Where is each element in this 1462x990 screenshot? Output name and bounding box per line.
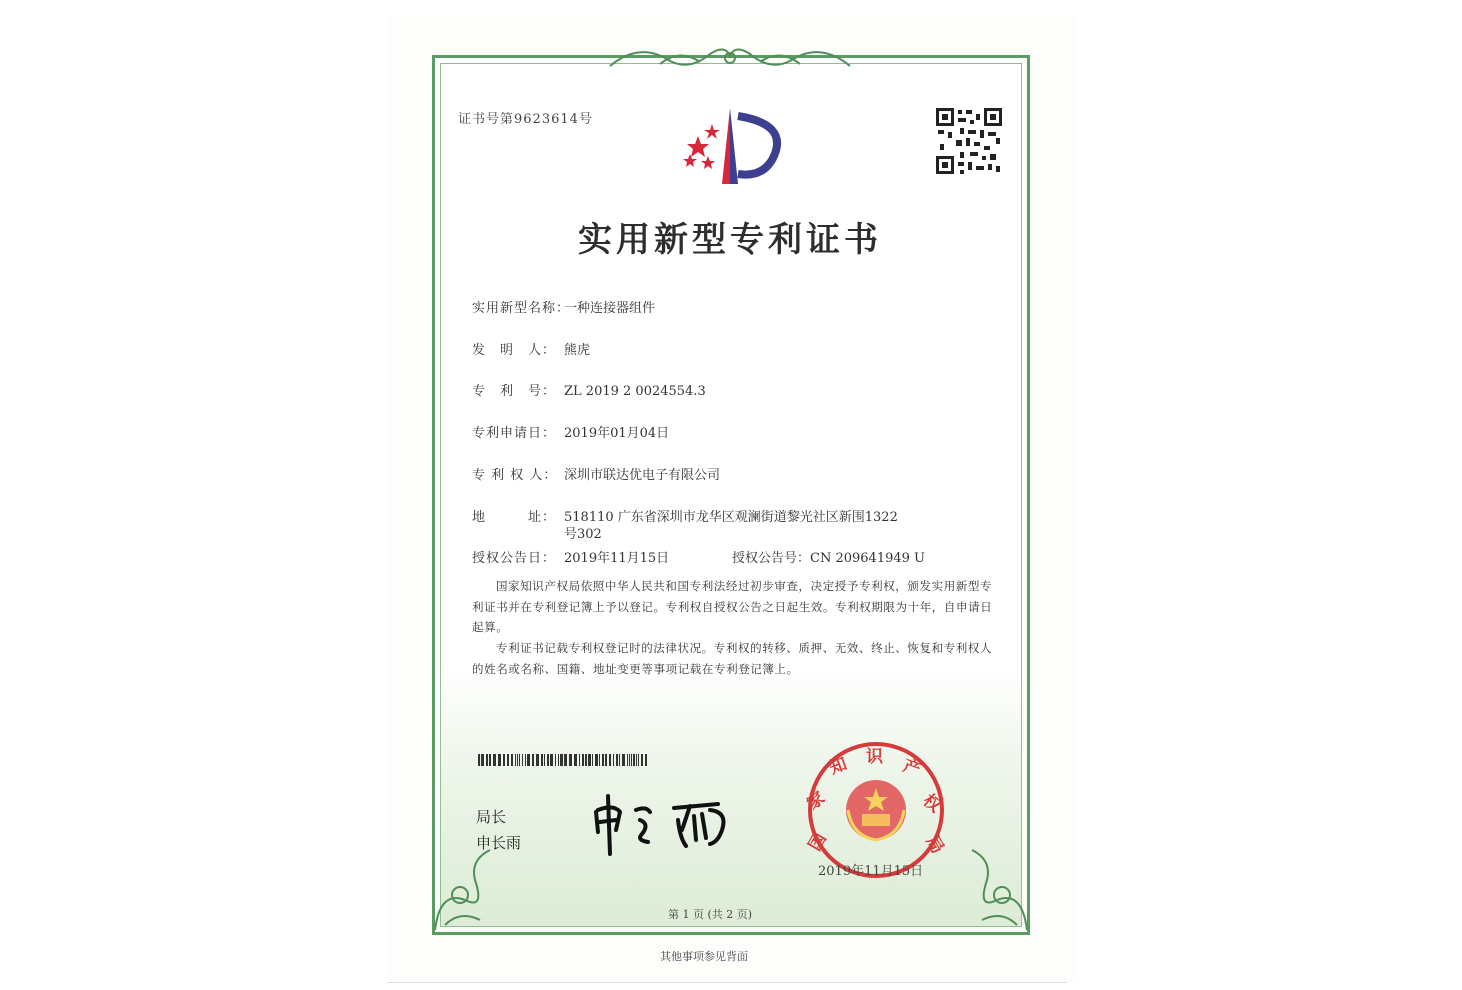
page-number: 第 1 页 (共 2 页) xyxy=(668,908,753,921)
director-name: 申长雨 xyxy=(476,834,522,852)
field-patent-number xyxy=(472,380,706,399)
seal-date: 2019年11月15日 xyxy=(818,864,924,879)
seal-char: 产 xyxy=(900,755,924,781)
seal-char: 家 xyxy=(803,787,829,815)
certificate-number: 证书号第9623614号 xyxy=(458,112,593,127)
bottom-left-ornament xyxy=(430,840,510,935)
seal-char: 权 xyxy=(918,790,945,817)
field-utility-model-name xyxy=(472,297,655,316)
patent-office-logo-icon xyxy=(678,104,788,186)
top-ornament xyxy=(600,36,860,76)
seal-char: 知 xyxy=(826,754,850,779)
director-title: 局长 xyxy=(476,808,507,826)
field-value: 518110 广东省深圳市龙华区观澜街道黎光社区新围1322 xyxy=(564,510,898,525)
field-value: 2019年11月15日 xyxy=(564,551,670,566)
field-address xyxy=(472,506,898,525)
seal-char: 国 xyxy=(805,829,831,855)
field-address-line2: 号302 xyxy=(564,527,602,542)
field-patentee xyxy=(472,464,720,483)
field-value: 2019年01月04日 xyxy=(564,426,670,441)
field-label: 发 明 人： xyxy=(472,343,557,358)
field-label: 专 利 号： xyxy=(472,384,557,399)
field-label: 专利申请日： xyxy=(472,426,557,441)
field-label: 实用新型名称： xyxy=(472,301,571,316)
statement-paragraph-1: 国家知识产权局依照中华人民共和国专利法经过初步审查，决定授予专利权，颁发实用新型专利证书并在专利登记簿上予以登记。专利权自授权公告之日起生效。专利权期限为十年，自申请日起算。 xyxy=(472,579,993,634)
field-application-date xyxy=(472,422,669,441)
seal-char: 识 xyxy=(866,747,883,767)
field-value: 深圳市联达优电子有限公司 xyxy=(564,468,721,483)
field-inventor xyxy=(472,339,590,358)
field-value: CN 209641949 U xyxy=(810,551,925,566)
page-edge-line xyxy=(387,982,1067,983)
statement-paragraph-2: 专利证书记载专利权登记时的法律状况。专利权的转移、质押、无效、终止、恢复和专利权人的姓名或名称、国籍、地址变更等事项记载在专利登记簿上。 xyxy=(472,641,993,676)
bottom-right-ornament xyxy=(952,840,1032,935)
field-value: 一种连接器组件 xyxy=(564,301,656,316)
barcode-icon xyxy=(478,754,650,766)
field-grant-date xyxy=(472,547,669,566)
seal-char: 局 xyxy=(921,832,948,858)
field-value: ZL 2019 2 0024554.3 xyxy=(564,384,706,399)
footer-note: 其他事项参见背面 xyxy=(660,950,748,963)
field-label: 地 址： xyxy=(472,510,557,525)
certificate-title: 实用新型专利证书 xyxy=(578,220,882,260)
field-grant-number xyxy=(732,547,925,566)
field-label: 授权公告号： xyxy=(732,551,811,566)
field-label: 授权公告日： xyxy=(472,551,557,566)
field-label: 专 利 权 人： xyxy=(472,468,558,483)
handwritten-signature xyxy=(590,790,740,860)
official-seal xyxy=(798,740,954,880)
qr-code-icon xyxy=(936,108,1002,174)
field-value: 熊虎 xyxy=(564,343,591,358)
